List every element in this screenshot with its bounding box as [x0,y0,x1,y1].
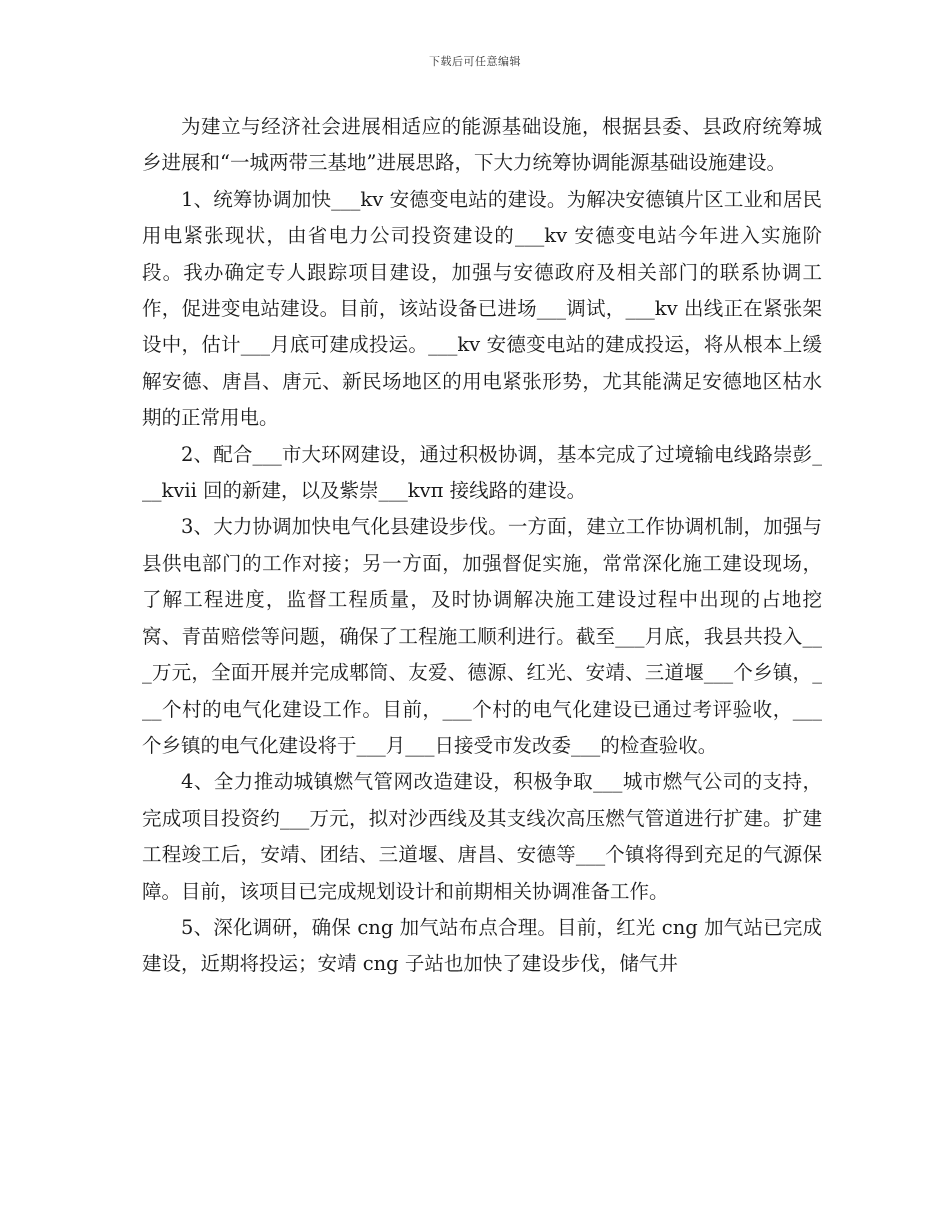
paragraph-intro: 为建立与经济社会进展相适应的能源基础设施，根据县委、县政府统筹城乡进展和“一城两带三基地”进展思路，下大力统筹协调能源基础设施建设。 [142,115,822,175]
paragraph-item-4: 4、全力推动城镇燃气管网改造建设，积极争取___城市燃气公司的支持，完成项目投资约___万元，拟对沙西线及其支线次高压燃气管道进行扩建。扩建工程竣工后，安靖、团结、三道堰、唐昌、安德等___个镇将得到充足的气源保障。目前，该项目已完成规划设计和前期相关协调准备工作。 [142,770,822,903]
paragraph-item-3: 3、大力协调加快电气化县建设步伐。一方面，建立工作协调机制，加强与县供电部门的工作对接；另一方面，加强督促实施，常常深化施工建设现场，了解工程进度，监督工程质量，及时协调解决施工建设过程中出现的占地挖窝、青苗赔偿等问题，确保了工程施工顺利进行。截至___月底，我县共投入___万元，全面开展并完成郫筒、友爱、德源、红光、安靖、三道堰___个乡镇，___个村的电气化建设工作。目前，___个村的电气化建设已通过考评验收，___个乡镇的电气化建设将于___月___日接受市发改委___的检查验收。 [142,515,822,757]
paragraph-item-2: 2、配合___市大环网建设，通过积极协调，基本完成了过境输电线路崇彭___kvii 回的新建，以及紫崇___kvπ 接线路的建设。 [142,442,822,503]
page-header-note: 下载后可任意编辑 [429,55,521,68]
paragraph-item-5: 5、深化调研，确保 cng 加气站布点合理。目前，红光 cng 加气站已完成建设，近期将投运；安靖 cng 子站也加快了建设步伐，储气井 [142,915,822,976]
document-body [142,109,822,983]
paragraph-item-1: 1、统筹协调加快___kv 安德变电站的建设。为解决安德镇片区工业和居民用电紧张现状，由省电力公司投资建设的___kv 安德变电站今年进入实施阶段。我办确定专人跟踪项目建设，加强与安德政府及相关部门的联系协调工作，促进变电站建设。目前，该站设备已进场___调试，___kv 出线正在紧张架设中，估计___月底可建成投运。___kv 安德变电站的建成投运，将从根本上缓解安德、唐昌、唐元、新民场地区的用电紧张形势，尤其能满足安德地区枯水期的正常用电。 [142,187,822,430]
